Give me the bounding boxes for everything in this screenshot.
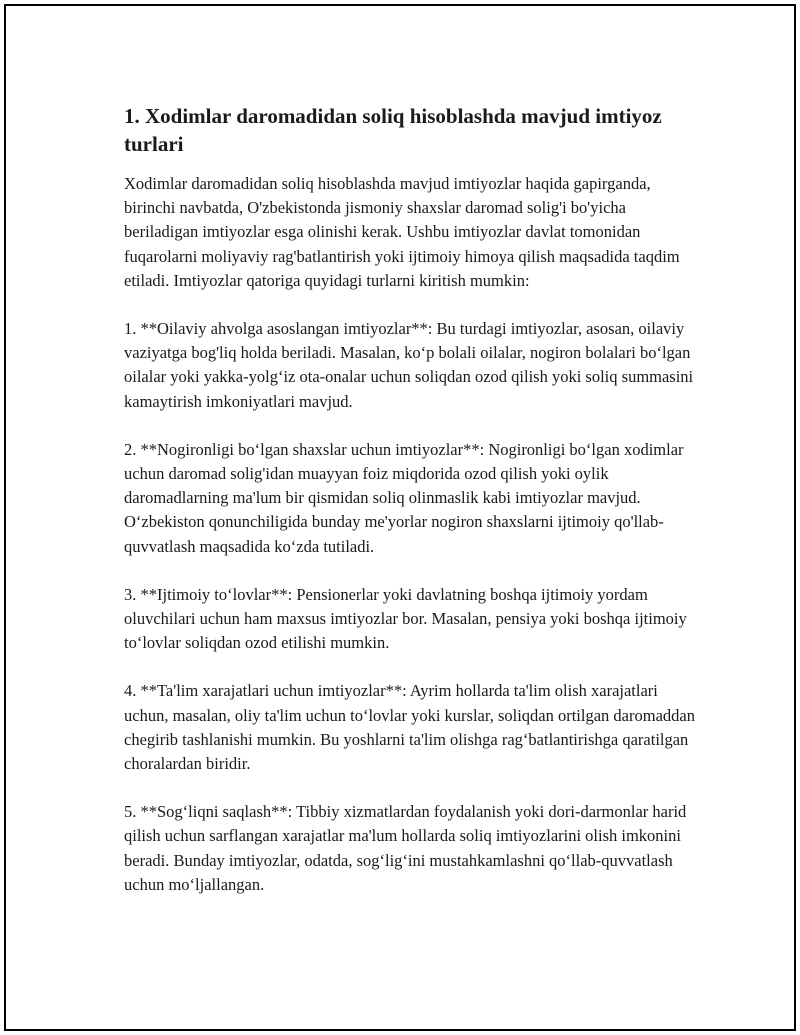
paragraph-item-2: 2. **Nogironligi boʻlgan shaxslar uchun imtiyozlar**: Nogironligi boʻlgan xodimlar uchun daromad solig'idan muayyan foiz miqdorida ozod qilish yoki oylik daromadlarning ma'lum bir qismidan soliq olinmaslik kabi imtiyozlar mavjud. Oʻzbekiston qonunchiligida bunday me'yorlar nogiron shaxslarni ijtimoiy qo'llab-quvvatlash maqsadida koʻzda tutiladi.: [124, 439, 684, 556]
page-frame: [4, 4, 796, 1031]
intro-paragraph: Xodimlar daromadidan soliq hisoblashda mavjud imtiyozlar haqida gapirganda, birinchi navbatda, O'zbekistonda jismoniy shaxslar daromad solig'i bo'yicha beriladigan imtiyozlar esga olinishi kerak. Ushbu imtiyozlar davlat tomonidan fuqarolarni moliyaviy rag'batlantirish yoki ijtimoiy himoya qilish maqsadida taqdim etiladi. Imtiyozlar qatoriga quyidagi turlarni kiritish mumkin:: [124, 174, 680, 290]
paragraph-item-5: 5. **Sogʻliqni saqlash**: Tibbiy xizmatlardan foydalanish yoki dori-darmonlar harid qilish uchun sarflangan xarajatlar ma'lum hollarda soliq imtiyozlarini olish imkonini beradi. Bunday imtiyozlar, odatda, sogʻligʻini mustahkamlashni qoʻllab-quvvatlash uchun moʻljallangan.: [124, 802, 687, 894]
paragraph-item-3: 3. **Ijtimoiy toʻlovlar**: Pensionerlar yoki davlatning boshqa ijtimoiy yordam oluvchilari uchun ham maxsus imtiyozlar bor. Masalan, pensiya yoki boshqa ijtimoiy toʻlovlar soliqdan ozod etilishi mumkin.: [124, 584, 687, 653]
section-heading: 1. Xodimlar daromadidan soliq hisoblashda mavjud imtiyoz turlari: [124, 104, 662, 156]
paragraph-item-4: 4. **Ta'lim xarajatlari uchun imtiyozlar**: Ayrim hollarda ta'lim olish xarajatlari uchun, masalan, oliy ta'lim uchun toʻlovlar yoki kurslar, soliqdan ortilgan daromaddan chegirib tashlanishi mumkin. Bu yoshlarni ta'lim olishga ragʻbatlantirishga qaratilgan choralardan biridir.: [124, 681, 695, 774]
paragraph-item-1: 1. **Oilaviy ahvolga asoslangan imtiyozlar**: Bu turdagi imtiyozlar, asosan, oilaviy vaziyatga bog'liq holda beriladi. Masalan, koʻp bolali oilalar, nogiron bolalari boʻlgan oilalar yoki yakka-yolgʻiz ota-onalar uchun soliqdan ozod qilish yoki soliq summasini kamaytirish imkoniyatlari mavjud.: [124, 319, 694, 411]
document-body: [124, 102, 696, 921]
